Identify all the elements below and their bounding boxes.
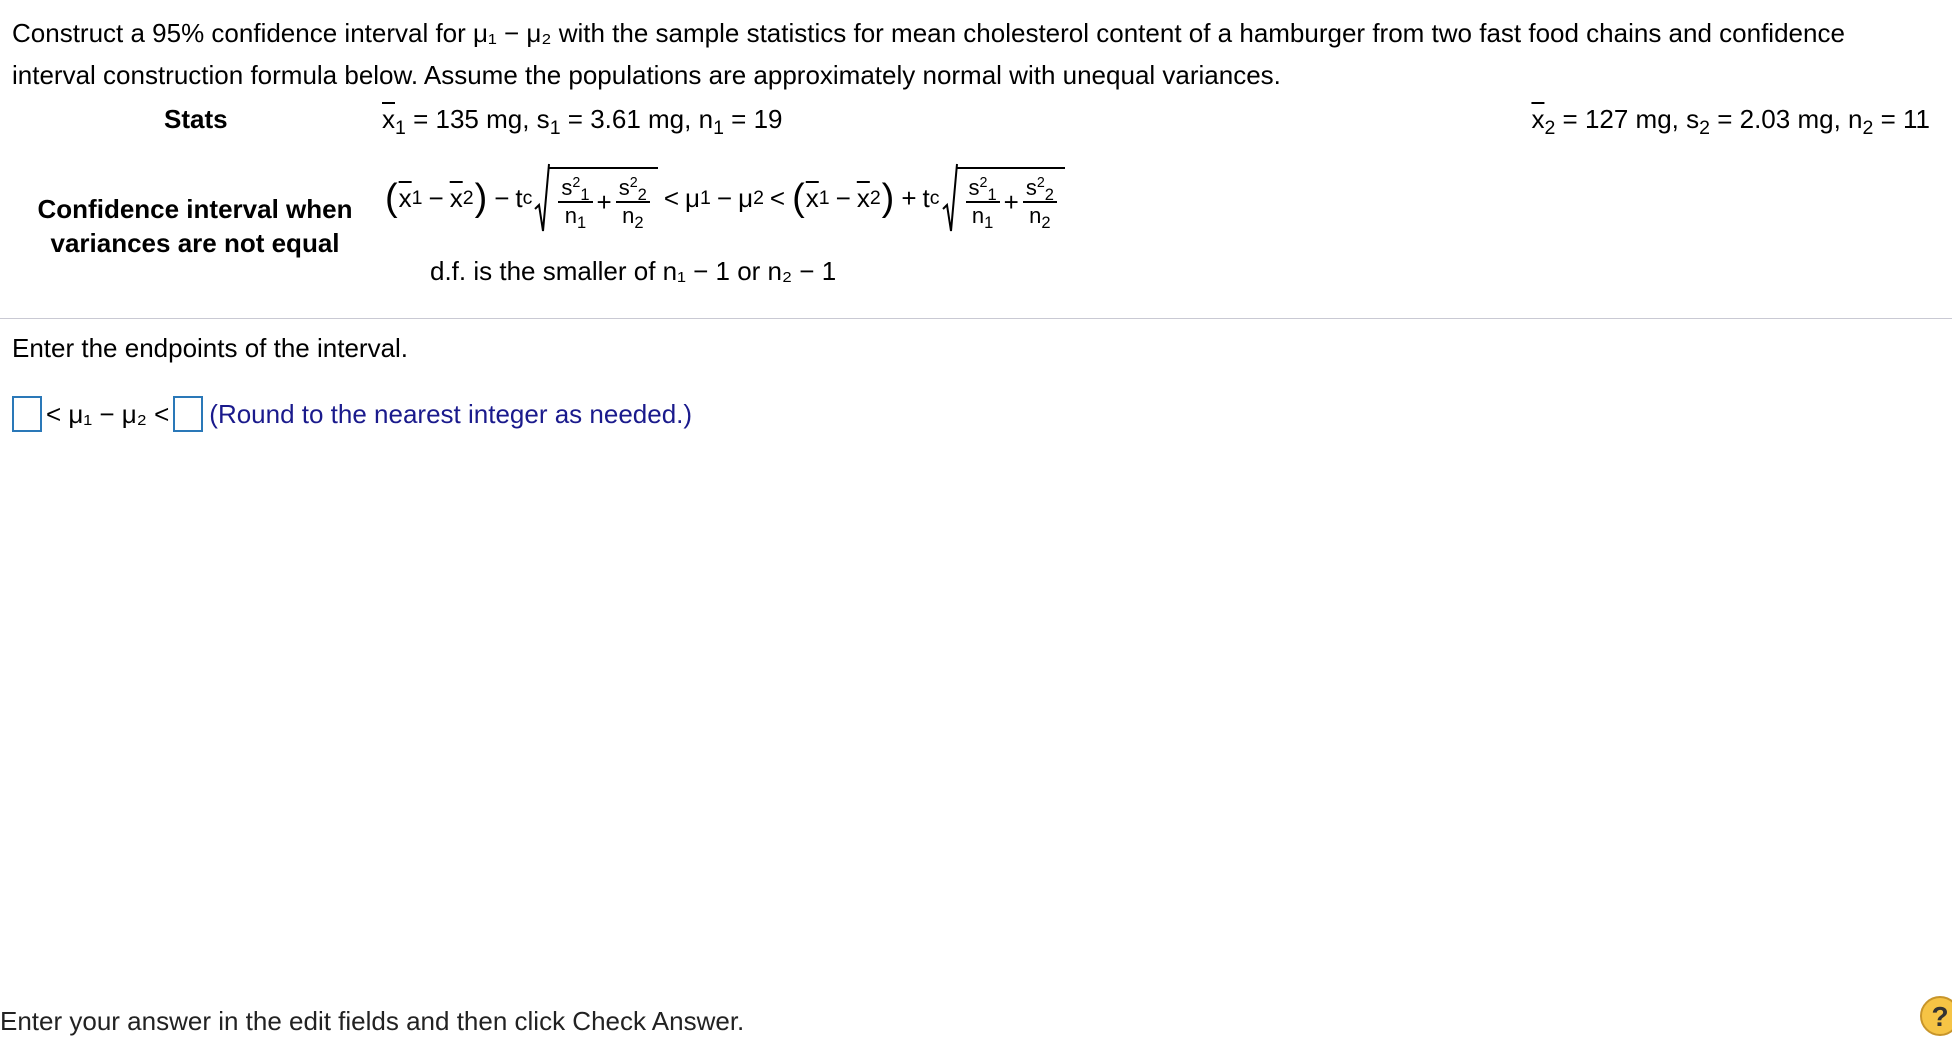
sample1-stats: $\overline{x}_1 = 135$ mg, $s_1 = 3.61$ mg, $n_1 = 19$: [382, 104, 783, 139]
sample1-sd: 3.61 mg: [590, 104, 685, 134]
answer-prompt: Enter the endpoints of the interval.: [12, 333, 409, 363]
sample2-mean: 127 mg: [1584, 104, 1672, 134]
interval-middle-text: < μ₁ − μ₂ <: [46, 398, 170, 429]
sample2-n: 11: [1903, 104, 1930, 134]
sample1-mean: 135 mg: [435, 104, 523, 134]
round-note: (Round to the nearest integer as needed.): [209, 398, 693, 429]
sqrt-symbol: $\frac{s^2_1}{n_1}$ + $\frac{s^2_2}{n_2}$: [942, 163, 1065, 233]
answer-row: [12, 396, 692, 432]
ci-label-line1: Confidence interval when: [37, 194, 353, 224]
lower-bound-input[interactable]: [12, 396, 42, 432]
question-text: Construct a 95% confidence interval for μ₁ − μ₂ with the sample statistics for mean cholesterol content of a hamburger from two fast food chains and confidence interval construction formula below. Assume the populations are approximately normal with unequal variances.: [12, 18, 1845, 90]
degrees-of-freedom-note: d.f. is the smaller of n₁ − 1 or n₂ − 1: [430, 256, 837, 286]
ci-formula-label: [30, 192, 360, 260]
sample2-sd: 2.03 mg: [1739, 104, 1834, 134]
ci-formula: ( $\overline{x}$ 1 − $\overline{x}$ 2 ) − t c $\frac{s^2_1}{n_1}$ + $\frac{s^2_2}{n_2}$ < μ 1 − μ 2 < ( $\overline{x}$ 1 − $\overline{x}$ 2 ) + t c $\frac{s^2_1}{n_1}$ + $\frac{s^2_2}{n_2}$: [384, 152, 1065, 244]
help-button[interactable]: ?: [1920, 996, 1952, 1036]
stats-label: Stats: [164, 104, 228, 134]
sqrt-symbol: $\frac{s^2_1}{n_1}$ + $\frac{s^2_2}{n_2}$: [534, 163, 657, 233]
upper-bound-input[interactable]: [173, 396, 203, 432]
sample1-n: 19: [753, 104, 783, 134]
section-divider: [0, 318, 1952, 319]
ci-label-line2: variances are not equal: [50, 228, 340, 258]
sample2-stats: $\overline{x}_2 = 127$ mg, $s_2 = 2.03$ mg, $n_2 = 11$: [1531, 104, 1930, 139]
footer-instruction: Enter your answer in the edit fields and then click Check Answer.: [0, 1006, 745, 1036]
